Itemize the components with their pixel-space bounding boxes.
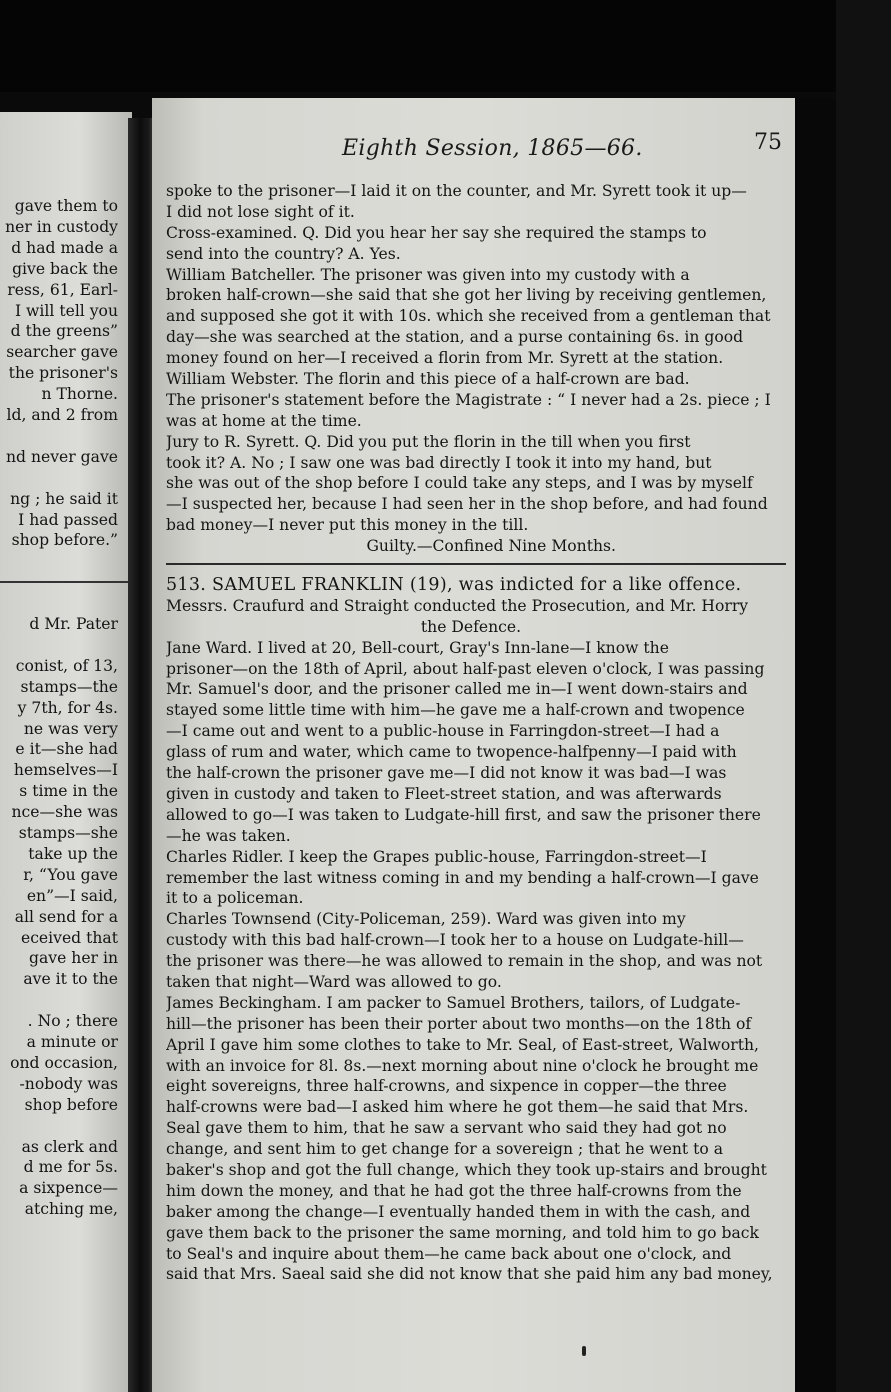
- left-page-line: shop before: [24, 1095, 118, 1114]
- left-page-line: y 7th, for 4s.: [17, 698, 118, 717]
- counsel-line: Messrs. Craufurd and Straight conducted the Prosecution, and Mr. Horry: [166, 596, 749, 615]
- text-line: custody with this bad half-crown—I took her to a house on Ludgate-hill—: [166, 931, 744, 950]
- text-line: taken that night—Ward was allowed to go.: [166, 972, 502, 991]
- left-page-line: atching me,: [24, 1200, 118, 1219]
- text-line: Mr. Samuel's door, and the prisoner called me in—I went down-stairs and: [166, 680, 748, 699]
- text-line: and supposed she got it with 10s. which she received from a gentleman that: [166, 307, 771, 326]
- left-page-line: I had passed: [18, 510, 118, 529]
- left-page-line: s time in the: [19, 782, 118, 801]
- left-page: [0, 112, 132, 1392]
- left-page-line: ne was very: [23, 719, 118, 738]
- text-line: took it? A. No ; I saw one was bad directly I took it into my hand, but: [166, 453, 712, 472]
- left-page-line: the prisoner's: [8, 364, 118, 383]
- left-page-line: d the greens”: [10, 322, 118, 341]
- left-page-line: as clerk and: [21, 1137, 118, 1156]
- right-page: [152, 98, 795, 1392]
- left-page-line: gave her in: [29, 949, 118, 968]
- text-line: to Seal's and inquire about them—he came back about one o'clock, and: [166, 1244, 732, 1263]
- text-line: bad money—I never put this money in the till.: [166, 516, 529, 535]
- left-page-line: take up the: [28, 844, 118, 863]
- text-line: baker among the change—I eventually handed them in with the cash, and: [166, 1202, 751, 1221]
- text-line: money found on her—I received a florin from Mr. Syrett at the station.: [166, 349, 724, 368]
- text-line: it to a policeman.: [166, 889, 304, 908]
- left-page-line: conist, of 13,: [15, 656, 118, 675]
- left-page-line: a minute or: [26, 1033, 118, 1051]
- page-header: [152, 128, 795, 164]
- text-line: spoke to the prisoner—I laid it on the counter, and Mr. Syrett took it up—: [166, 182, 747, 200]
- left-page-line: ld, and 2 from: [6, 406, 118, 424]
- text-line: the prisoner was there—he was allowed to remain in the shop, and was not: [166, 952, 763, 971]
- text-line: glass of rum and water, which came to twopence-halfpenny—I paid with: [166, 743, 737, 762]
- left-page-divider: [0, 581, 132, 583]
- case-heading: 513. SAMUEL FRANKLIN (19), was indicted for a like offence.: [166, 575, 742, 596]
- text-line: with an invoice for 8l. 8s.—next morning about nine o'clock he brought me: [166, 1056, 759, 1075]
- text-line: William Webster. The florin and this piece of a half-crown are bad.: [166, 370, 690, 389]
- left-page-line: d had made a: [11, 238, 118, 257]
- left-page-line: ond occasion,: [10, 1053, 118, 1072]
- text-line: April I gave him some clothes to take to Mr. Seal, of East-street, Walworth,: [166, 1035, 760, 1054]
- left-page-line: hemselves—I: [13, 761, 118, 780]
- text-line: was at home at the time.: [166, 411, 362, 430]
- text-line: Charles Townsend (City-Policeman, 259). Ward was given into my: [166, 910, 686, 929]
- page-number: 75: [754, 130, 782, 155]
- text-line: Jury to R. Syrett. Q. Did you put the florin in the till when you first: [166, 432, 691, 451]
- left-page-line: d me for 5s.: [23, 1158, 118, 1177]
- left-page-line: ress, 61, Earl-: [7, 280, 118, 299]
- left-page-line: en”—I said,: [26, 886, 118, 905]
- text-line: prisoner—on the 18th of April, about half-past eleven o'clock, I was passing: [166, 659, 765, 678]
- testimony-text: [166, 638, 776, 1286]
- text-line: broken half-crown—she said that she got her living by receiving gentlemen,: [166, 286, 767, 305]
- text-line: send into the country? A. Yes.: [166, 244, 401, 263]
- text-line: remember the last witness coming in and my bending a half-crown—I gave: [166, 868, 759, 887]
- left-page-line: gave them to: [14, 197, 118, 215]
- left-page-line: r, “You gave: [23, 865, 118, 884]
- text-line: The prisoner's statement before the Magistrate : “ I never had a 2s. piece ; I: [166, 390, 771, 409]
- left-page-line: all send for a: [14, 907, 118, 926]
- left-page-line: I will tell you: [14, 301, 118, 320]
- left-page-line: shop before.”: [11, 531, 118, 550]
- left-page-line: nd never gave: [5, 447, 118, 466]
- text-line: she was out of the shop before I could take any steps, and I was by myself: [166, 474, 753, 493]
- text-line: —I suspected her, because I had seen her in the shop before, and had found: [166, 495, 768, 514]
- text-line: Jane Ward. I lived at 20, Bell-court, Gray's Inn-lane—I know the: [166, 638, 669, 657]
- text-line: said that Mrs. Saeal said she did not know that she paid him any bad money,: [166, 1265, 773, 1284]
- text-line: allowed to go—I was taken to Ludgate-hill first, and saw the prisoner there: [166, 805, 761, 824]
- text-line: stayed some little time with him—he gave me a half-crown and twopence: [166, 701, 745, 720]
- left-page-line: give back the: [12, 259, 118, 278]
- left-page-line: ave it to the: [23, 970, 118, 989]
- text-line: the half-crown the prisoner gave me—I did not know it was bad—I was: [166, 764, 727, 783]
- text-line: —he was taken.: [166, 826, 291, 845]
- text-line: given in custody and taken to Fleet-street station, and was afterwards: [166, 784, 722, 803]
- text-line: change, and sent him to get change for a sovereign ; that he went to a: [166, 1140, 724, 1159]
- left-page-line: a sixpence—: [19, 1179, 118, 1198]
- verdict-line: Guilty.—Confined Nine Months.: [366, 537, 616, 556]
- text-line: eight sovereigns, three half-crowns, and sixpence in copper—the three: [166, 1077, 727, 1096]
- text-line: Charles Ridler. I keep the Grapes public-house, Farringdon-street—I: [166, 847, 707, 866]
- text-line: day—she was searched at the station, and a purse containing 6s. in good: [166, 328, 744, 347]
- scan-top-border: [0, 0, 891, 92]
- text-line: hill—the prisoner has been their porter about two months—on the 18th of: [166, 1014, 752, 1033]
- left-page-line: ner in custody: [5, 217, 118, 236]
- text-line: I did not lose sight of it.: [166, 202, 355, 221]
- ink-mark: [582, 1346, 586, 1356]
- left-page-line: e it—she had: [15, 740, 118, 759]
- text-line: Cross-examined. Q. Did you hear her say she required the stamps to: [166, 223, 707, 242]
- text-line: gave them back to the prisoner the same morning, and told him to go back: [166, 1223, 759, 1242]
- left-page-line: -nobody was: [19, 1074, 118, 1093]
- left-page-line: stamps—the: [20, 677, 118, 696]
- text-line: baker's shop and got the full change, which they took up-stairs and brought: [166, 1160, 767, 1179]
- left-page-line: searcher gave: [6, 343, 118, 362]
- text-line: James Beckingham. I am packer to Samuel Brothers, tailors, of Ludgate-: [166, 993, 741, 1012]
- counsel-line-continued: the Defence.: [420, 617, 522, 636]
- page-body: [166, 181, 776, 1285]
- case-divider: [166, 563, 786, 565]
- running-head: Eighth Session, 1865—66.: [342, 136, 643, 161]
- scan-edge-strip: [836, 0, 891, 1392]
- text-line: half-crowns were bad—I asked him where he got them—he said that Mrs.: [166, 1098, 749, 1117]
- text-line: Seal gave them to him, that he saw a servant who said they had got no: [166, 1119, 727, 1138]
- left-page-line: n Thorne.: [41, 385, 118, 404]
- left-page-line: stamps—she: [18, 824, 118, 842]
- left-page-line: eceived that: [20, 928, 118, 947]
- text-line: William Batcheller. The prisoner was given into my custody with a: [166, 265, 690, 284]
- previous-case-text: [166, 181, 776, 536]
- left-page-line: ng ; he said it: [10, 489, 118, 508]
- left-page-line: nce—she was: [11, 803, 118, 822]
- text-line: him down the money, and that he had got the three half-crowns from the: [166, 1181, 742, 1200]
- text-line: —I came out and went to a public-house in Farringdon-street—I had a: [166, 722, 720, 741]
- left-page-line: d Mr. Pater: [29, 615, 118, 633]
- left-page-line: . No ; there: [27, 1012, 118, 1031]
